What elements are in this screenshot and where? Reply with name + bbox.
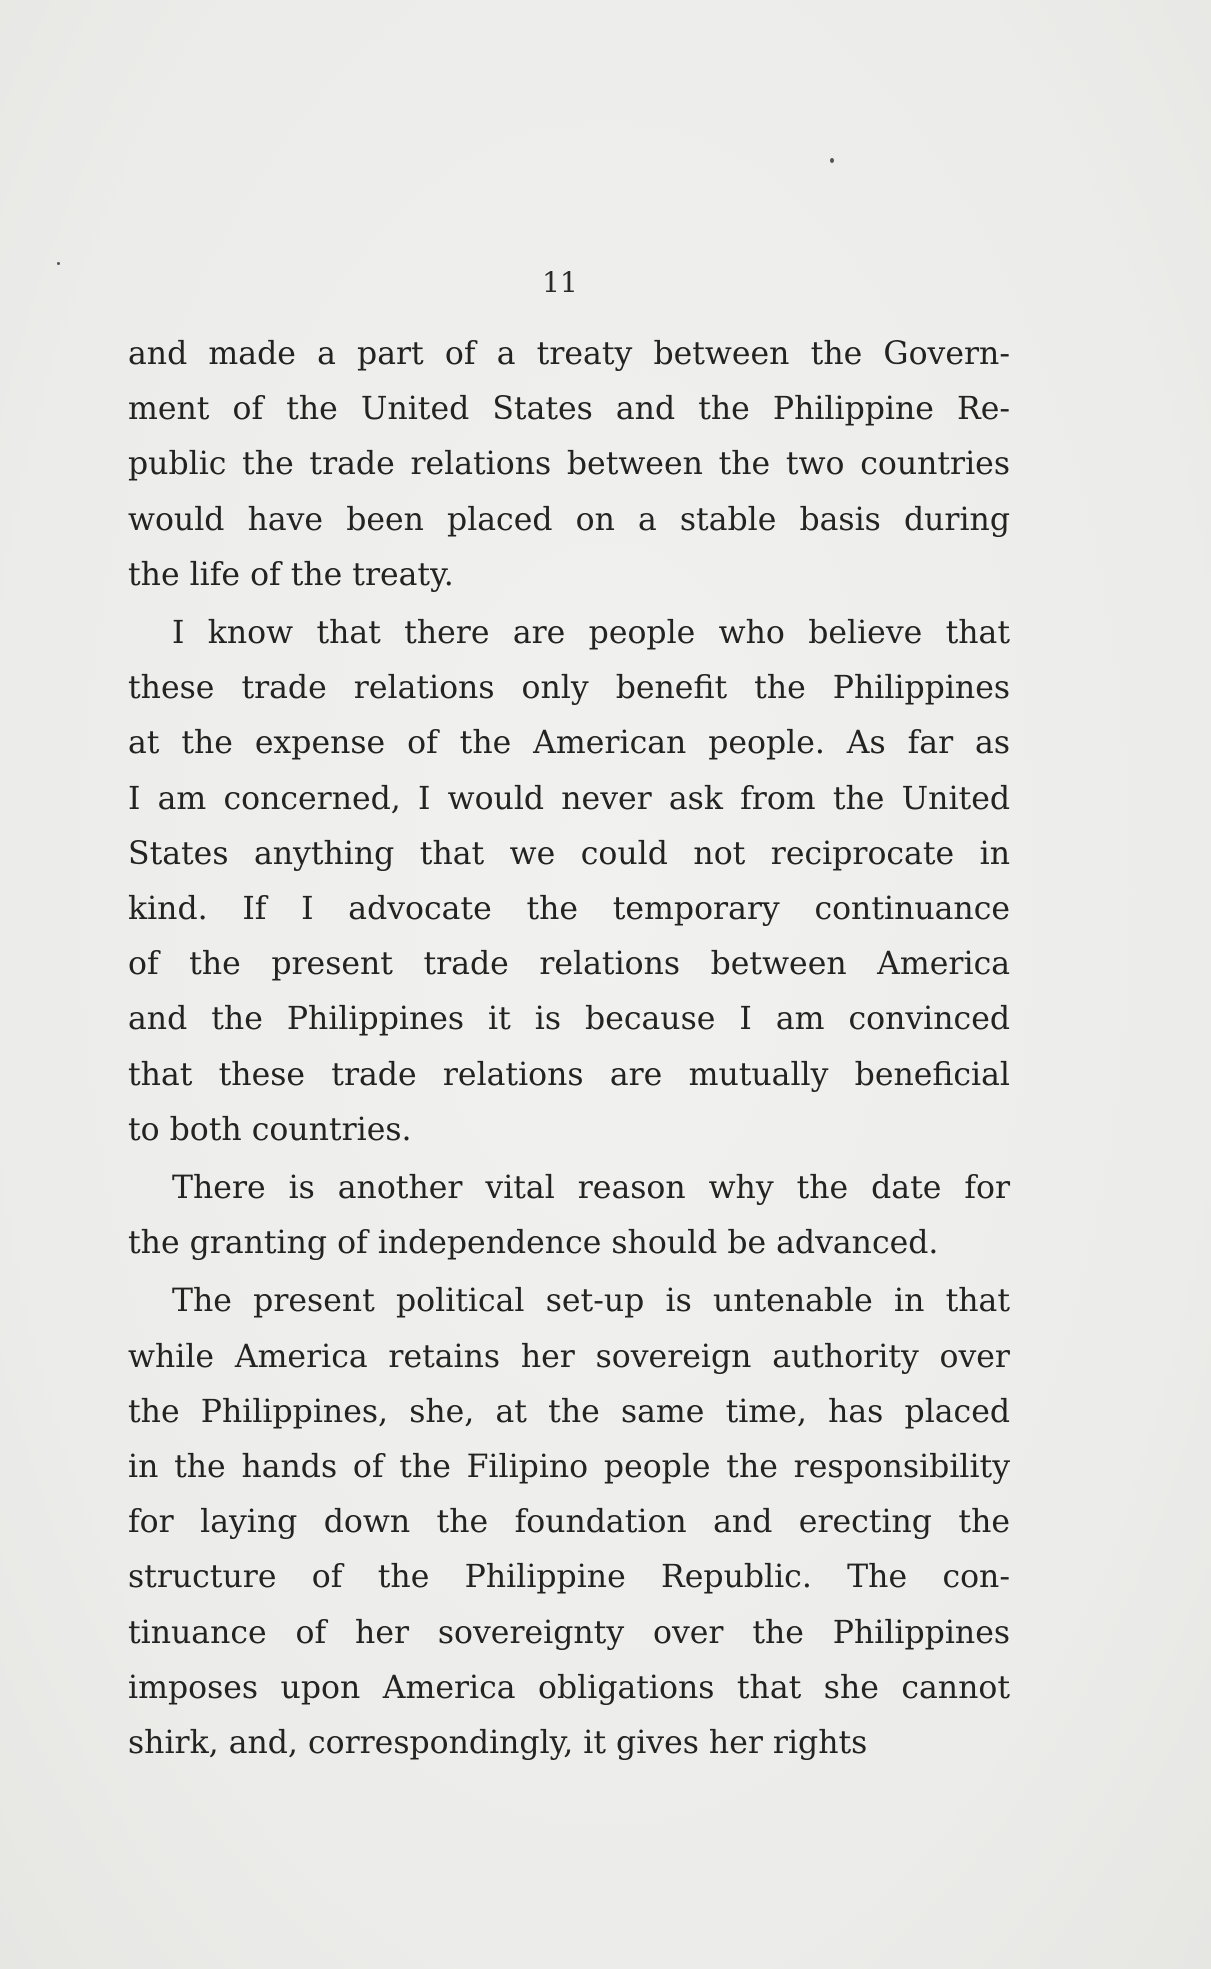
body-text [128, 327, 1010, 1771]
paragraph [128, 1161, 1010, 1271]
paragraph [128, 1274, 1010, 1771]
paper-speck [830, 158, 834, 163]
text-line: the life of the treaty. [128, 556, 454, 593]
text-line: kind. If I advocate the temporary continuance [128, 891, 1010, 928]
text-line: I know that there are people who believe that [172, 615, 1010, 652]
text-line: would have been placed on a stable basis during [128, 501, 1010, 538]
text-line: these trade relations only benefit the Philippines [128, 670, 1010, 707]
text-line: the Philippines, she, at the same time, has placed [128, 1393, 1010, 1430]
text-line: while America retains her sovereign authority over [128, 1338, 1010, 1375]
text-line: imposes upon America obligations that she cannot [128, 1669, 1010, 1706]
text-line: The present political set-up is untenable in that [172, 1283, 1010, 1320]
text-line: in the hands of the Filipino people the responsibility [128, 1449, 1010, 1486]
text-line: at the expense of the American people. As far as [128, 725, 1010, 762]
text-line: for laying down the foundation and erecting the [128, 1504, 1010, 1541]
text-line: the granting of independence should be advanced. [128, 1225, 939, 1262]
text-line: and the Philippines it is because I am convinced [128, 1001, 1010, 1038]
text-line: shirk, and, correspondingly, it gives her rights [128, 1725, 868, 1762]
text-line: States anything that we could not reciprocate in [128, 835, 1010, 872]
paper-speck [57, 262, 60, 265]
text-line: I am concerned, I would never ask from the United [128, 780, 1010, 817]
text-line: and made a part of a treaty between the Govern- [128, 336, 1010, 372]
page-number: 11 [542, 266, 578, 299]
text-line: There is another vital reason why the date for [172, 1170, 1010, 1207]
paragraph [128, 606, 1010, 1158]
text-line: tinuance of her sovereignty over the Philippines [128, 1614, 1010, 1651]
text-line: that these trade relations are mutually beneficial [128, 1056, 1010, 1093]
text-line: structure of the Philippine Republic. The con- [128, 1559, 1010, 1596]
text-line: ment of the United States and the Philippine Re- [128, 391, 1010, 428]
paragraph [128, 327, 1010, 603]
text-line: of the present trade relations between America [128, 946, 1010, 983]
text-line: to both countries. [128, 1111, 412, 1148]
text-line: public the trade relations between the two countries [128, 446, 1010, 483]
